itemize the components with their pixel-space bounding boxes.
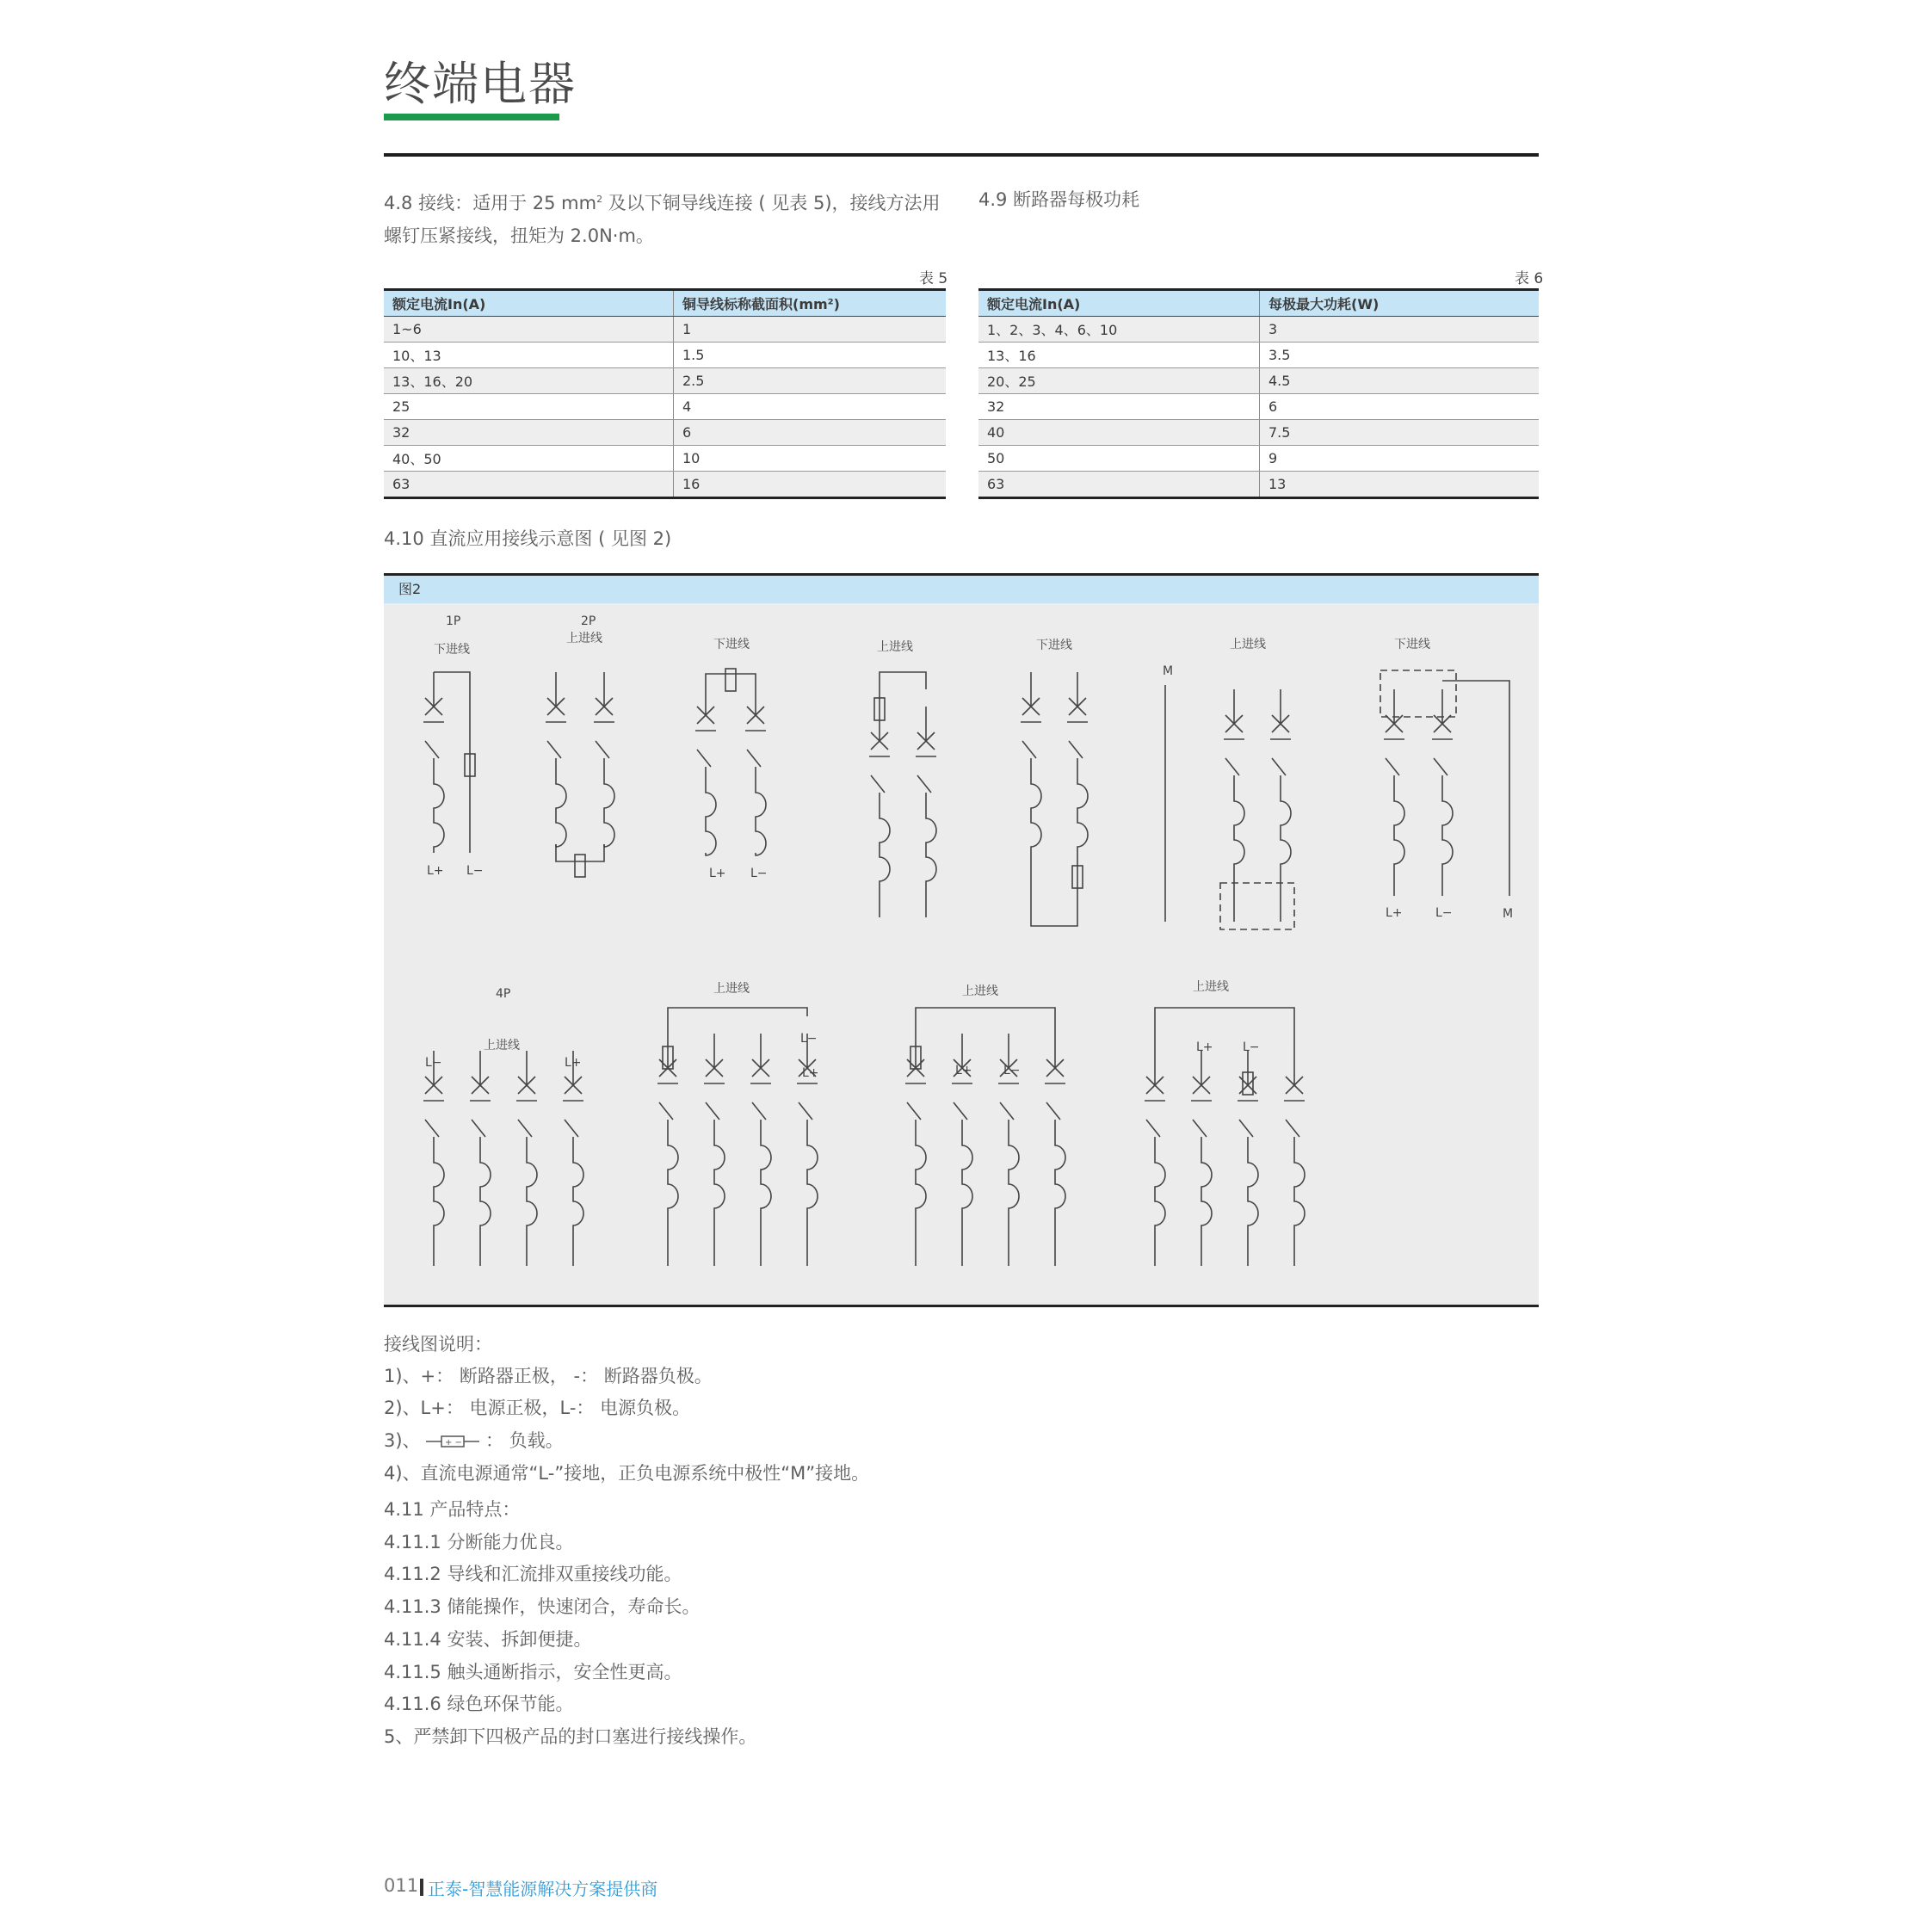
switch-blade [1386, 758, 1399, 775]
table6 [978, 288, 1539, 499]
load-resistor [575, 855, 585, 877]
page-title: 终端电器 [384, 57, 577, 111]
switch-blade [1022, 741, 1036, 758]
terminal-lplus: L+ [802, 1066, 819, 1080]
table-header-cell: 额定电流In(A) [978, 290, 1260, 317]
label-lower-feed: 下进线 [434, 643, 470, 657]
note-2: 2)、L+： 电源正极，L-： 电源负极。 [384, 1398, 691, 1418]
coil-path [573, 1137, 583, 1266]
table-cell: 13、16 [978, 343, 1260, 368]
terminal-lminus: L− [1243, 1040, 1260, 1054]
feature-item: 4.11.1 分断能力优良。 [384, 1532, 574, 1552]
label-1p: 1P [446, 614, 461, 628]
note-3-suffix: ： 负载。 [485, 1430, 564, 1451]
label-m: M [1163, 664, 1174, 678]
switch-blade [1046, 1102, 1060, 1120]
coil-path [1201, 1137, 1212, 1266]
table-cell: 1~6 [384, 317, 674, 343]
feed-wire [668, 1008, 807, 1034]
page-number: 011 [384, 1875, 419, 1896]
table5-caption: 表 5 [919, 270, 948, 287]
dashed-enclosure [1220, 883, 1294, 929]
feature-item: 4.11.2 导线和汇流排双重接线功能。 [384, 1564, 682, 1584]
table-row [978, 368, 1539, 394]
table-cell: 50 [978, 446, 1260, 472]
coil-path [604, 758, 614, 847]
bridge-wire [556, 844, 604, 861]
label-upper-feed: 上进线 [1230, 638, 1266, 651]
table-row [384, 472, 946, 498]
coil-path [1009, 1120, 1019, 1266]
coil-path [1055, 1120, 1065, 1266]
label-upper-feed: 上进线 [713, 982, 750, 996]
coil-path [1155, 1137, 1165, 1266]
section-4-8 [384, 183, 952, 252]
table-row [978, 343, 1539, 368]
coil-path [926, 793, 936, 917]
switch-blade [706, 1102, 719, 1120]
bridge-wire [706, 674, 756, 681]
section-4-8-text-a: 4.8 接线：适用于 25 mm [384, 193, 597, 213]
switch-blade [1434, 758, 1447, 775]
switch-blade [547, 741, 561, 758]
table-cell: 16 [674, 472, 947, 498]
table-cell: 4 [674, 394, 947, 420]
terminal-lminus: L− [1003, 1064, 1021, 1077]
coil-path [1234, 775, 1244, 922]
coil-path [714, 1120, 725, 1266]
switch-blade [799, 1102, 812, 1120]
coil-path [1442, 775, 1453, 896]
table-row [978, 394, 1539, 420]
switch-blade [1239, 1120, 1253, 1137]
table-cell: 4.5 [1260, 368, 1540, 394]
table-cell: 3.5 [1260, 343, 1540, 368]
label-upper-feed: 上进线 [484, 1039, 520, 1052]
features-title: 4.11 产品特点： [384, 1499, 521, 1520]
notes-title: 接线图说明： [384, 1334, 492, 1355]
table-cell: 3 [1260, 317, 1540, 343]
coil-path [1394, 775, 1404, 896]
note-3-prefix: 3)、 [384, 1430, 421, 1451]
note-1: 1)、+： 断路器正极， -： 断路器负极。 [384, 1366, 713, 1386]
switch-blade [518, 1120, 532, 1137]
switch-blade [954, 1102, 967, 1120]
switch-blade [1000, 1102, 1014, 1120]
table-row [978, 317, 1539, 343]
switch-blade [425, 741, 439, 758]
label-4p: 4P [496, 987, 511, 1001]
table-cell: 25 [384, 394, 674, 420]
table-cell: 10、13 [384, 343, 674, 368]
table-cell: 40、50 [384, 446, 674, 472]
feature-item: 4.11.3 储能操作，快速闭合，寿命长。 [384, 1596, 701, 1617]
coil-path [527, 1137, 537, 1266]
switch-blade [565, 1120, 578, 1137]
dashed-enclosure [1380, 670, 1456, 717]
switch-blade [1272, 758, 1286, 775]
section-4-10-title: 4.10 直流应用接线示意图 ( 见图 2) [384, 528, 672, 549]
figure-label: 图2 [398, 581, 422, 597]
figure-body [384, 603, 1539, 1307]
table-cell: 1、2、3、4、6、10 [978, 317, 1260, 343]
table-cell: 6 [1260, 394, 1540, 420]
table-row [384, 343, 946, 368]
footer-divider [420, 1879, 423, 1896]
switch-blade [1225, 758, 1239, 775]
wiring-diagram [384, 603, 1539, 1305]
switch-blade [752, 1102, 766, 1120]
bridge-wire [1031, 913, 1077, 926]
table-row [978, 472, 1539, 498]
table-cell: 6 [674, 420, 947, 446]
coil-path [1031, 758, 1041, 913]
table-cell: 1.5 [674, 343, 947, 368]
feed-wire [880, 672, 926, 707]
table-header-cell: 每极最大功耗(W) [1260, 290, 1540, 317]
table-header-row [384, 290, 946, 317]
table-row [384, 420, 946, 446]
feature-item-5: 5、严禁卸下四极产品的封口塞进行接线操作。 [384, 1726, 757, 1747]
section-4-8-line2: 螺钉压紧接线，扭矩为 2.0N·m。 [384, 225, 654, 246]
coil-path [556, 758, 566, 847]
coil-path [1281, 775, 1291, 922]
label-upper-feed: 上进线 [877, 640, 913, 654]
table-cell: 20、25 [978, 368, 1260, 394]
label-2p: 2P [581, 614, 596, 628]
coil-path [756, 767, 766, 855]
table6-caption: 表 6 [1515, 270, 1544, 287]
table-cell: 40 [978, 420, 1260, 446]
label-upper-feed: 上进线 [962, 985, 998, 998]
table-row [384, 446, 946, 472]
section-4-8-sup: 2 [596, 194, 603, 205]
terminal-lplus: L+ [709, 867, 726, 880]
table5 [384, 288, 946, 499]
table-cell: 10 [674, 446, 947, 472]
switch-blade [659, 1102, 673, 1120]
terminal-lminus: L− [1435, 906, 1453, 920]
coil-path [916, 1120, 926, 1266]
svg-text:+ −: + − [445, 1438, 463, 1447]
coil-path [480, 1137, 491, 1266]
feed-wire [1155, 1008, 1294, 1051]
switch-blade [697, 750, 711, 767]
table-header-row [978, 290, 1539, 317]
load-resistor [725, 669, 736, 691]
table-cell: 13、16、20 [384, 368, 674, 394]
coil-path [962, 1120, 972, 1266]
label-m: M [1503, 907, 1514, 921]
terminal-lminus: L− [750, 867, 768, 880]
switch-blade [1193, 1120, 1207, 1137]
figure-header [384, 573, 1539, 603]
coil-path [706, 767, 716, 855]
coil-path [761, 1120, 771, 1266]
table-cell: 9 [1260, 446, 1540, 472]
table-cell: 7.5 [1260, 420, 1540, 446]
coil-path [1248, 1137, 1258, 1266]
table-row [978, 446, 1539, 472]
switch-blade [472, 1120, 485, 1137]
note-4: 4)、直流电源通常“L-”接地，正负电源系统中极性“M”接地。 [384, 1463, 870, 1484]
terminal-lplus: L+ [565, 1056, 582, 1070]
terminal-lminus: L− [466, 864, 484, 878]
switch-blade [425, 1120, 439, 1137]
terminal-lplus: L+ [1196, 1040, 1213, 1054]
terminal-lminus: L− [800, 1032, 818, 1046]
coil-path [668, 1120, 678, 1266]
title-underline [384, 114, 559, 120]
table-cell: 2.5 [674, 368, 947, 394]
switch-blade [747, 750, 761, 767]
coil-path [1294, 1137, 1305, 1266]
label-lower-feed: 下进线 [713, 638, 750, 651]
table-header-cell: 额定电流In(A) [384, 290, 674, 317]
switch-blade [907, 1102, 921, 1120]
section-4-9-title: 4.9 断路器每极功耗 [978, 189, 1140, 210]
switch-blade [871, 775, 885, 793]
table-header-cell: 铜导线标称截面积(mm²) [674, 290, 947, 317]
feature-item: 4.11.4 安装、拆卸便捷。 [384, 1629, 592, 1650]
switch-blade [1286, 1120, 1299, 1137]
feed-wire [916, 1008, 1055, 1034]
table-row [384, 394, 946, 420]
table-cell: 1 [674, 317, 947, 343]
switch-blade [1146, 1120, 1160, 1137]
coil-path [1077, 758, 1088, 913]
switch-blade [917, 775, 931, 793]
table-cell: 63 [978, 472, 1260, 498]
table-cell: 32 [384, 420, 674, 446]
switch-blade [1069, 741, 1083, 758]
feature-item: 4.11.5 触头通断指示，安全性更高。 [384, 1662, 682, 1682]
coil-path [434, 758, 444, 853]
feature-item: 4.11.6 绿色环保节能。 [384, 1694, 574, 1714]
table-row [384, 317, 946, 343]
section-4-8-text-b: 及以下铜导线连接 ( 见表 5)，接线方法用 [602, 193, 941, 213]
label-upper-feed: 上进线 [566, 632, 602, 645]
label-lower-feed: 下进线 [1036, 639, 1072, 652]
note-3 [384, 1428, 564, 1454]
terminal-lminus: L− [425, 1056, 442, 1070]
table-row [384, 368, 946, 394]
coil-path [434, 1137, 444, 1266]
table-cell: 13 [1260, 472, 1540, 498]
label-lower-feed: 下进线 [1394, 638, 1430, 651]
table-row [978, 420, 1539, 446]
header-rule [384, 153, 1539, 157]
table-cell: 32 [978, 394, 1260, 420]
coil-path [807, 1120, 818, 1266]
m-wire [1442, 681, 1509, 896]
label-upper-feed: 上进线 [1193, 980, 1229, 994]
footer-company: 正泰-智慧能源解决方案提供商 [428, 1879, 658, 1899]
terminal-lplus: L+ [955, 1064, 972, 1077]
switch-blade [596, 741, 609, 758]
coil-path [880, 793, 890, 917]
terminal-lplus: L+ [1386, 906, 1403, 920]
terminal-lplus: L+ [427, 864, 444, 878]
load-symbol-icon [426, 1434, 479, 1449]
table-cell: 63 [384, 472, 674, 498]
